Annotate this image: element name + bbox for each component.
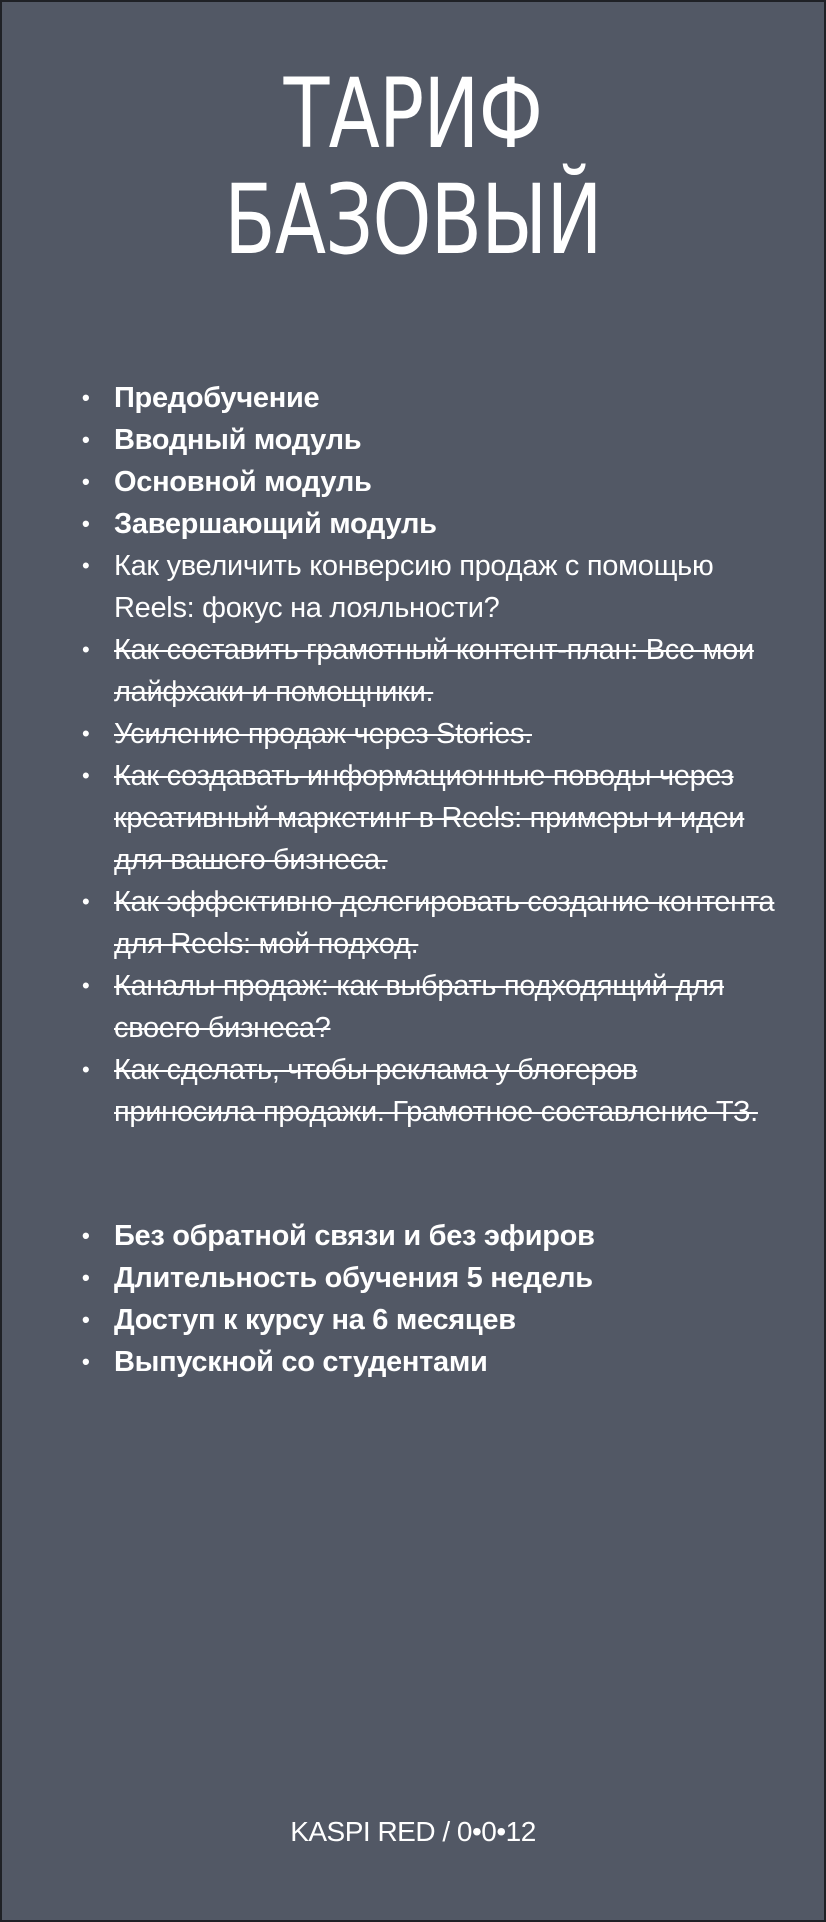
extra-item: • Доступ к курсу на 6 месяцев	[80, 1299, 780, 1341]
feature-item-excluded: • Как создавать информационные поводы через креативный маркетинг в Reels: примеры и идеи для вашего бизнеса.	[80, 755, 780, 881]
tariff-title-line1: ТАРИФ	[283, 58, 543, 170]
feature-item: • Завершающий модуль	[80, 503, 780, 545]
feature-item-excluded: • Усиление продаж через Stories.	[80, 713, 780, 755]
feature-item: • Вводный модуль	[80, 419, 780, 461]
feature-item: • Предобучение	[80, 377, 780, 419]
feature-item: • Основной модуль	[80, 461, 780, 503]
extra-item: • Без обратной связи и без эфиров	[80, 1215, 780, 1257]
extra-item: • Длительность обучения 5 недель	[80, 1257, 780, 1299]
feature-item-excluded: • Как составить грамотный контент-план: Все мои лайфхаки и помощники.	[80, 629, 780, 713]
tariff-title-line2: БАЗОВЫЙ	[224, 164, 602, 276]
feature-item: • Как увеличить конверсию продаж с помощью Reels: фокус на лояльности?	[80, 545, 780, 629]
feature-item-excluded: • Каналы продаж: как выбрать подходящий для своего бизнеса?	[80, 965, 780, 1049]
feature-item-excluded: • Как эффективно делегировать создание контента для Reels: мой подход.	[80, 881, 780, 965]
features-list	[80, 377, 780, 1133]
extra-item: • Выпускной со студентами	[80, 1341, 780, 1383]
payment-note: KASPI RED / 0•0•12	[290, 1816, 536, 1847]
extras-list	[80, 1215, 780, 1383]
feature-item-excluded: • Как сделать, чтобы реклама у блогеров приносила продажи. Грамотное составление ТЗ.	[80, 1049, 780, 1133]
tariff-title	[92, 58, 733, 276]
